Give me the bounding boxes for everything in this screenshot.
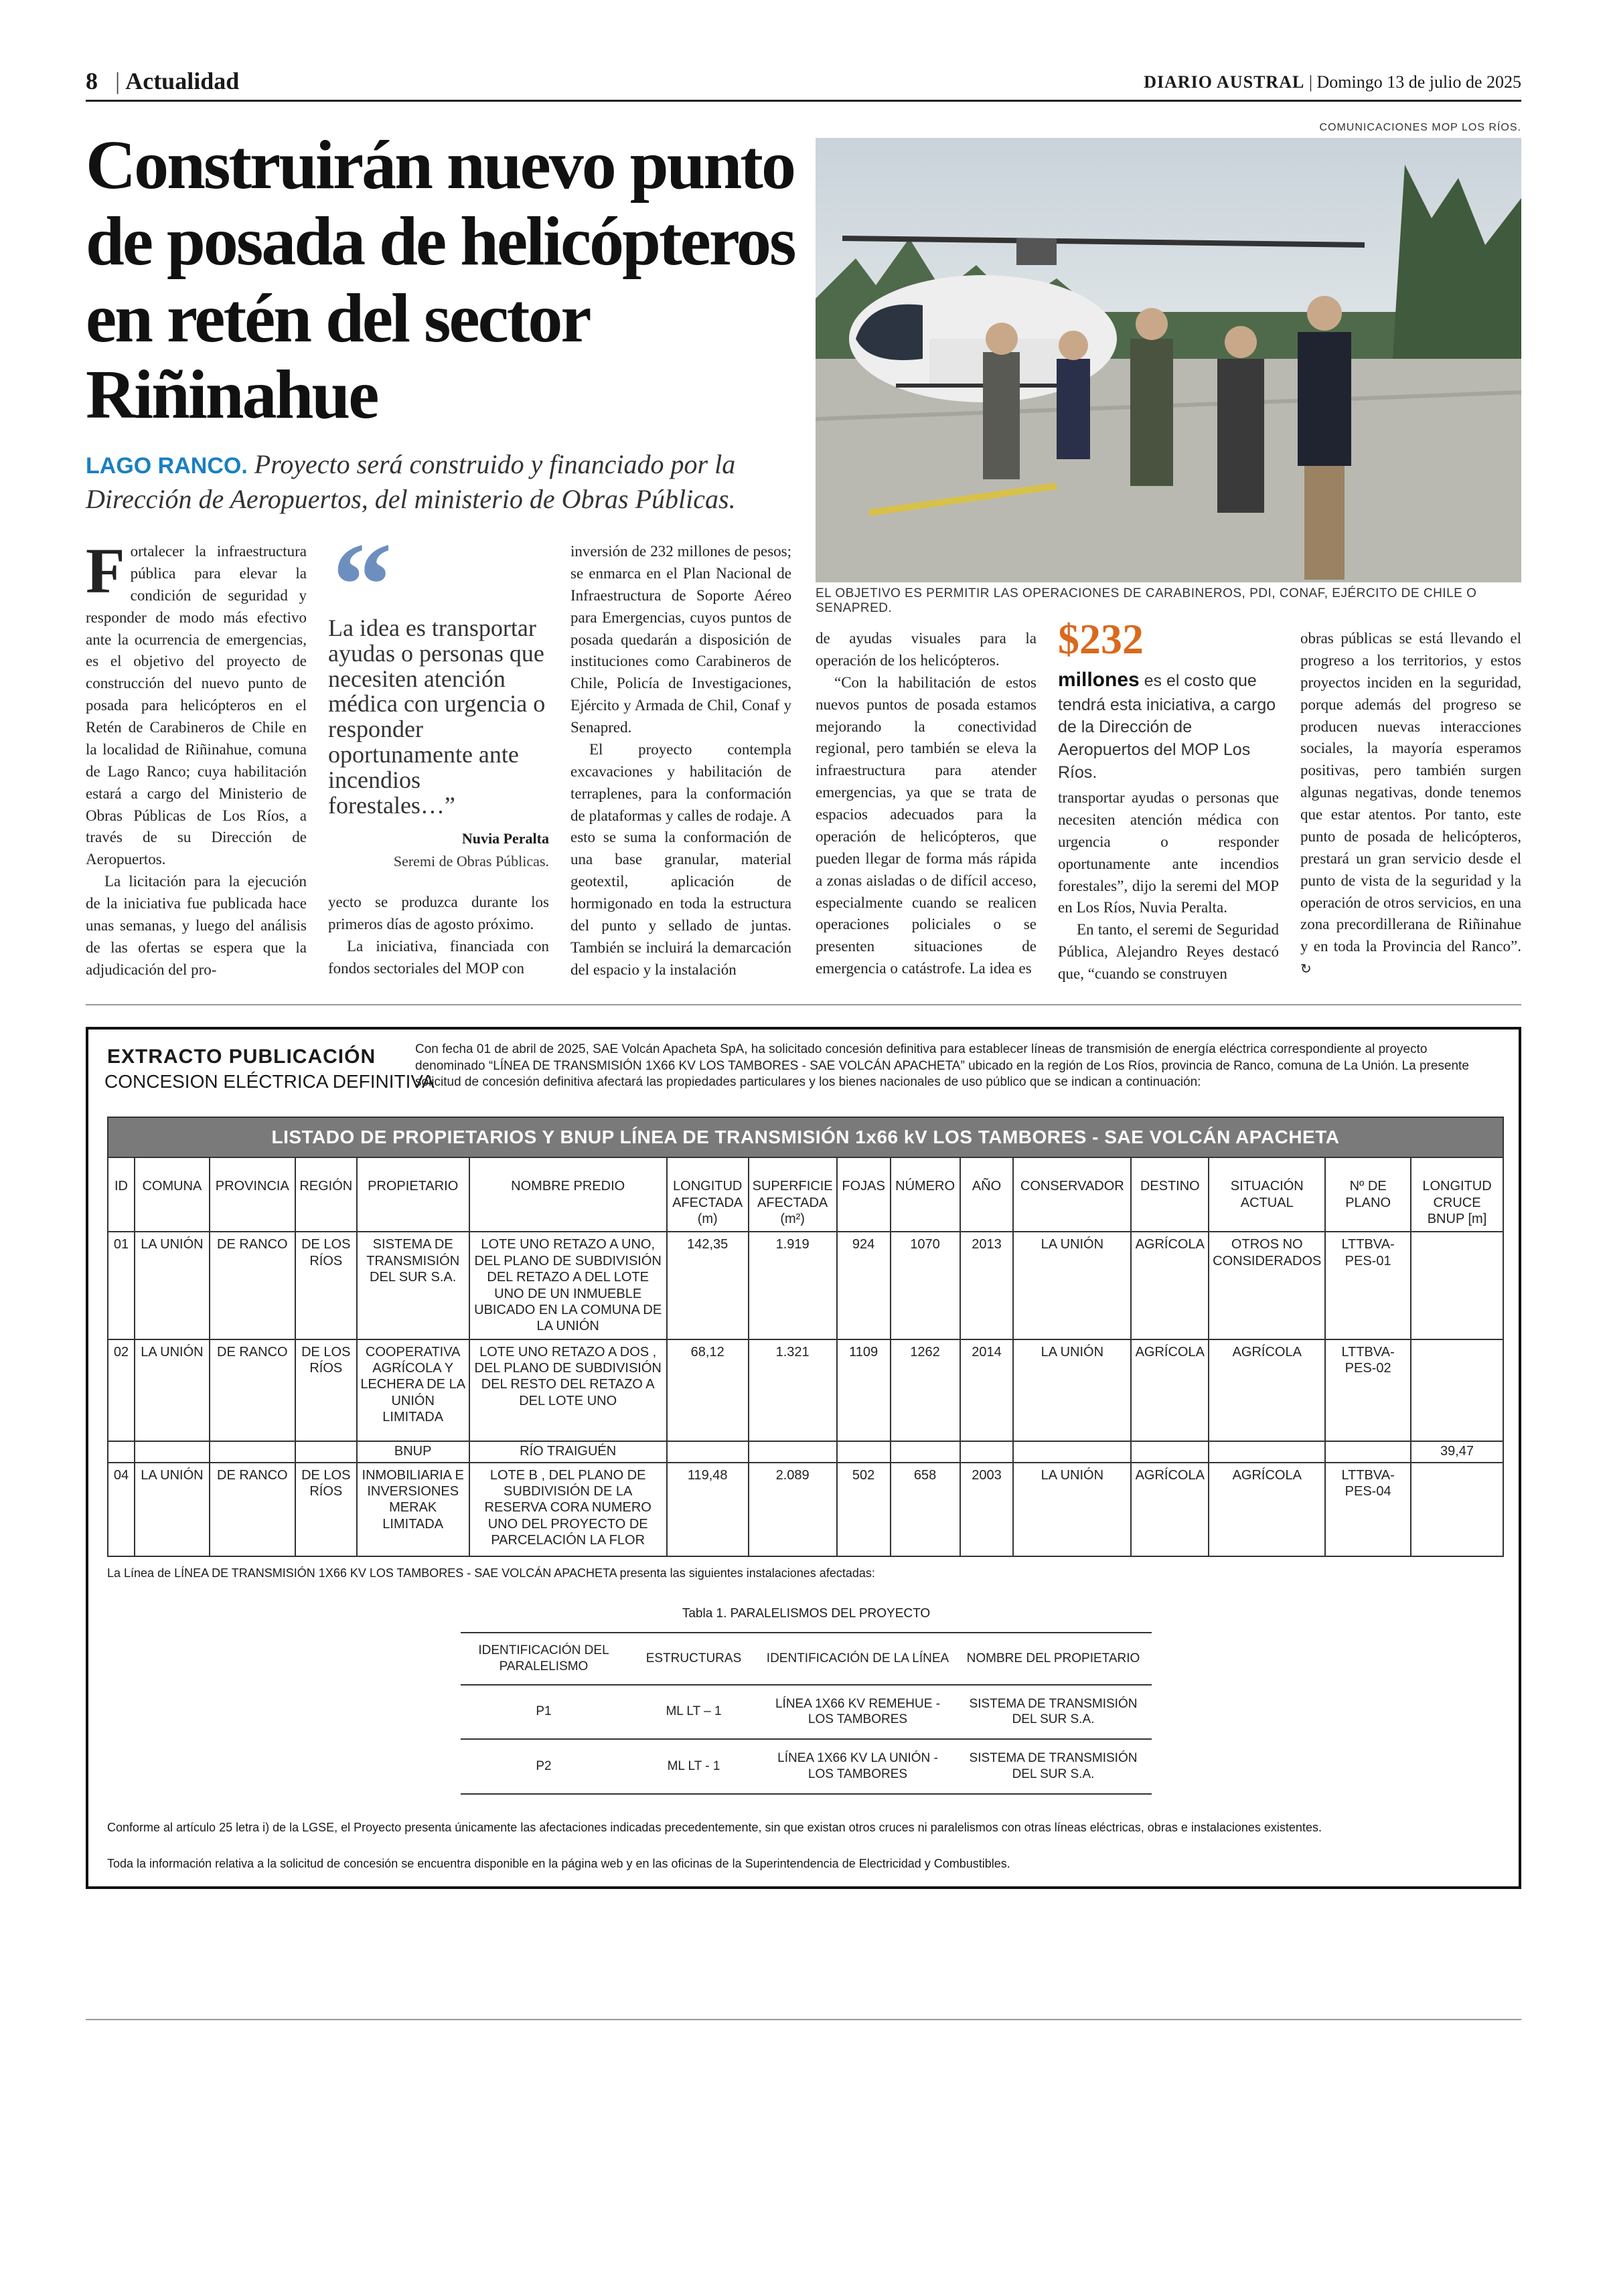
notice-footnote-info: Toda la información relativa a la solicitud de concesión se encuentra disponible en la página web y en las oficinas de la Superintendencia de Electricidad y Combustibles. <box>107 1857 1010 1870</box>
article-column-5 <box>1058 787 1279 985</box>
table-cell: LA UNIÓN <box>135 1232 210 1339</box>
table-cell <box>1013 1441 1131 1463</box>
issue-date: | Domingo 13 de julio de 2025 <box>1308 72 1521 92</box>
article-paragraph: transportar ayudas o personas que necesiten atención médica con urgencia o responder oportunamente ante incendios forestales”, dijo la seremi del MOP en Los Ríos, Nuvia Peralta. <box>1058 789 1279 916</box>
table-cell: SISTEMA DE TRANSMISIÓN DEL SUR S.A. <box>357 1232 469 1339</box>
table-row <box>461 1739 1152 1794</box>
table-cell: LOTE UNO RETAZO A DOS , DEL PLANO DE SUBDIVISIÓN DEL RESTO DEL RETAZO A DEL LOTE UNO <box>469 1339 667 1441</box>
table-cell: DE RANCO <box>210 1232 295 1339</box>
notice-footnote-legal: Conforme al artículo 25 letra i) de la LGSE, el Proyecto presenta únicamente las afectaciones indicadas precedentemente, sin que existan otros cruces ni paralelismos con otras líneas eléctricas, obras e instalaciones existentes. <box>107 1821 1322 1834</box>
column-header: REGIÓN <box>295 1157 357 1232</box>
legal-notice <box>86 1027 1521 1889</box>
table-cell: LÍNEA 1X66 KV LA UNIÓN - LOS TAMBORES <box>761 1739 955 1794</box>
table-cell <box>1411 1232 1503 1339</box>
table-cell: 1109 <box>837 1339 891 1441</box>
table-cell: AGRÍCOLA <box>1131 1232 1209 1339</box>
section-divider <box>86 1004 1521 1005</box>
photo-credit: COMUNICACIONES MOP LOS RÍOS. <box>1319 122 1521 133</box>
column-header: NOMBRE DEL PROPIETARIO <box>955 1633 1152 1685</box>
table-cell: DE LOS RÍOS <box>295 1339 357 1441</box>
table-cell: AGRÍCOLA <box>1131 1463 1209 1556</box>
table-row <box>108 1441 1503 1463</box>
column-header: SITUACIÓN ACTUAL <box>1209 1157 1325 1232</box>
pull-quote: La idea es transportar ayudas o personas que necesiten atención médica con urgencia o responder oportunamente ante incendios forestales…” <box>328 614 546 819</box>
end-mark-icon: ↻ <box>1300 961 1312 977</box>
table-cell: 68,12 <box>667 1339 749 1441</box>
drop-cap: F <box>86 535 125 606</box>
article-paragraph: yecto se produzca durante los primeros días de agosto próximo. <box>328 894 549 932</box>
table-cell: LTTBVA-PES-02 <box>1325 1339 1411 1441</box>
article-column-2 <box>328 892 549 980</box>
owners-table-header <box>108 1157 1503 1232</box>
column-header: PROPIETARIO <box>357 1157 469 1232</box>
table-cell <box>108 1441 135 1463</box>
table-cell: 39,47 <box>1411 1441 1503 1463</box>
notice-title: EXTRACTO PUBLICACIÓN <box>107 1046 376 1068</box>
column-header: NOMBRE PREDIO <box>469 1157 667 1232</box>
table-cell: 142,35 <box>667 1232 749 1339</box>
table-cell: 2003 <box>960 1463 1014 1556</box>
headline: Construirán nuevo punto de posada de helicópteros en retén del sector Riñinahue <box>86 127 795 434</box>
article-paragraph: de ayudas visuales para la operación de los helicópteros. <box>816 630 1037 669</box>
notice-subtitle: CONCESION ELÉCTRICA DEFINITIVA <box>104 1071 435 1092</box>
table-cell: SISTEMA DE TRANSMISIÓN DEL SUR S.A. <box>955 1685 1152 1740</box>
table-cell <box>1411 1463 1503 1556</box>
table-cell: SISTEMA DE TRANSMISIÓN DEL SUR S.A. <box>955 1739 1152 1794</box>
table-cell: 2.089 <box>749 1463 837 1556</box>
table-cell <box>1325 1441 1411 1463</box>
table-cell: LA UNIÓN <box>1013 1339 1131 1441</box>
article-column-4 <box>816 628 1037 980</box>
table-cell <box>837 1441 891 1463</box>
table-row <box>461 1685 1152 1740</box>
table-cell: 1070 <box>891 1232 960 1339</box>
table-row <box>108 1232 1503 1339</box>
cost-description: es el costo que tendrá esta iniciativa, a cargo de la Dirección de Aeropuertos del MOP Los Ríos. <box>1058 671 1276 782</box>
table-cell: DE LOS RÍOS <box>295 1232 357 1339</box>
table-cell: LTTBVA-PES-01 <box>1325 1232 1411 1339</box>
quote-role: Seremi de Obras Públicas. <box>393 853 549 870</box>
article-paragraph: La licitación para la ejecución de la iniciativa fue publicada hace unas semanas, y luego del análisis de las ofertas se espera que la adjudicación del pro- <box>86 873 307 978</box>
column-header: FOJAS <box>837 1157 891 1232</box>
article-column-6 <box>1300 628 1521 980</box>
affected-installations-note: La Línea de LÍNEA DE TRANSMISIÓN 1X66 KV LOS TAMBORES - SAE VOLCÁN APACHETA presenta las siguientes instalaciones afectadas: <box>107 1566 875 1580</box>
column-header: LONGITUD CRUCE BNUP [m] <box>1411 1157 1503 1232</box>
newspaper-name: DIARIO AUSTRAL <box>1144 72 1305 92</box>
table-cell: DE RANCO <box>210 1339 295 1441</box>
lede <box>86 447 795 517</box>
quote-author: Nuvia Peralta <box>461 830 549 847</box>
table-row <box>108 1339 1503 1441</box>
article-paragraph <box>86 535 307 871</box>
cost-figure-text <box>1058 667 1279 785</box>
notice-intro: Con fecha 01 de abril de 2025, SAE Volcán Apacheta SpA, ha solicitado concesión definitiva para establecer líneas de transmisión de energía eléctrica correspondiente al proyecto denominado “LÍNEA DE TRANSMISIÓN 1X66 KV LOS TAMBORES - SAE VOLCÁN APACHETA” ubicado en la región de Los Ríos, provincia de Ranco, comuna de La Unión. La presente solicitud de concesión definitiva afectará las propiedades particulares y los bienes nacionales de uso público que se indican a continuación: <box>415 1042 1469 1090</box>
table-cell: LA UNIÓN <box>135 1463 210 1556</box>
table-cell: ML LT – 1 <box>627 1685 761 1740</box>
column-header: COMUNA <box>135 1157 210 1232</box>
column-header: IDENTIFICACIÓN DEL PARALELISMO <box>461 1633 627 1685</box>
parallelism-table-title: Tabla 1. PARALELISMOS DEL PROYECTO <box>682 1607 931 1621</box>
table-cell: 2014 <box>960 1339 1014 1441</box>
column-header: SUPERFICIE AFECTADA (m²) <box>749 1157 837 1232</box>
paragraph-text: obras públicas se está llevando el progreso a los territorios, y estos proyectos inciden en la seguridad, porque además del progreso se producen nuevas interacciones sociales, la mayoría esperamos positivas, pero también surgen algunas negativas, donde tenemos que estar atentos. Por tanto, este punto de posada de helicópteros, prestará un gran servicio desde el punto de vista de la seguridad y la operación de otros servicios, en una zona precordillerana de Riñinahue y en toda la Provincia del Ranco”. <box>1300 630 1521 955</box>
table-cell: P1 <box>461 1685 627 1740</box>
table-cell <box>210 1441 295 1463</box>
table-cell: LOTE UNO RETAZO A UNO, DEL PLANO DE SUBDIVISIÓN DEL RETAZO A DEL LOTE UNO DE UN INMUEBLE UBICADO EN LA COMUNA DE LA UNIÓN <box>469 1232 667 1339</box>
dateline: LAGO RANCO. <box>86 453 248 479</box>
table-cell: AGRÍCOLA <box>1209 1339 1325 1441</box>
table-cell: LA UNIÓN <box>135 1339 210 1441</box>
table-cell <box>891 1441 960 1463</box>
paragraph-text: ortalecer la infraestructura pública para elevar la condición de seguridad y responder de modo más efectivo ante la ocurrencia de emergencias, es el objetivo del proyecto de construcción del nuevo punto de posada para helicópteros en el Retén de Carabineros de Chile en la localidad de Riñinahue, comuna de Lago Ranco; cuya habilitación estará a cargo del Ministerio de Obras Públicas de Los Ríos, a través de su Dirección de Aeropuertos. <box>86 543 307 868</box>
parallelism-table <box>461 1632 1152 1795</box>
table-cell: BNUP <box>357 1441 469 1463</box>
article-paragraph: En tanto, el seremi de Seguridad Pública, Alejandro Reyes destacó que, “cuando se construyen <box>1058 921 1279 982</box>
table-cell: LA UNIÓN <box>1013 1463 1131 1556</box>
column-header: Nº DE PLANO <box>1325 1157 1411 1232</box>
article-paragraph: El proyecto contempla excavaciones y habilitación de terraplenes, para la conformación de plataformas y calles de rodaje. A esto se suma la conformación de una base granular, material geotextil, aplicación de hormigonado en toda la estructura del punto y sellado de juntas. También se incluirá la demarcación del espacio y la instalación <box>570 740 791 978</box>
table-cell: LA UNIÓN <box>1013 1232 1131 1339</box>
column-header: PROVINCIA <box>210 1157 295 1232</box>
table-cell <box>960 1441 1014 1463</box>
parallelism-table-header <box>461 1633 1152 1685</box>
column-header: LONGITUD AFECTADA (m) <box>667 1157 749 1232</box>
masthead <box>1144 72 1521 92</box>
page-bottom-divider <box>86 2019 1521 2020</box>
table-cell: 502 <box>837 1463 891 1556</box>
page-number: 8 <box>86 68 98 94</box>
table-cell: LOTE B , DEL PLANO DE SUBDIVISIÓN DE LA RESERVA CORA NUMERO UNO DEL PROYECTO DE PARCELACIÓN LA FLOR <box>469 1463 667 1556</box>
table-cell: P2 <box>461 1739 627 1794</box>
table-cell: 1.321 <box>749 1339 837 1441</box>
column-header: AÑO <box>960 1157 1014 1232</box>
photo-caption: EL OBJETIVO ES PERMITIR LAS OPERACIONES DE CARABINEROS, PDI, CONAF, EJÉRCITO DE CHILE O SENAPRED. <box>816 586 1477 615</box>
table-row <box>108 1463 1503 1556</box>
table-cell <box>1411 1339 1503 1441</box>
article-paragraph <box>1300 628 1521 980</box>
table-cell <box>135 1441 210 1463</box>
column-header: CONSERVADOR <box>1013 1157 1131 1232</box>
table-cell: OTROS NO CONSIDERADOS <box>1209 1232 1325 1339</box>
owners-table-title: LISTADO DE PROPIETARIOS Y BNUP LÍNEA DE TRANSMISIÓN 1x66 kV LOS TAMBORES - SAE VOLCÁN APACHETA <box>108 1117 1503 1157</box>
photo-illustration <box>816 138 1521 582</box>
table-cell: DE RANCO <box>210 1463 295 1556</box>
cost-unit: millones <box>1058 669 1140 691</box>
table-cell: 1.919 <box>749 1232 837 1339</box>
owners-table <box>107 1117 1504 1557</box>
lede-text: Proyecto será construido y financiado por la Dirección de Aeropuertos, del ministerio de Obras Públicas. <box>86 449 736 514</box>
article-column-1 <box>86 535 307 981</box>
table-cell: COOPERATIVA AGRÍCOLA Y LECHERA DE LA UNIÓN LIMITADA <box>357 1339 469 1441</box>
article-column-3 <box>570 541 791 981</box>
table-cell <box>295 1441 357 1463</box>
table-cell <box>1131 1441 1209 1463</box>
page-header <box>86 67 1521 102</box>
column-header: NÚMERO <box>891 1157 960 1232</box>
column-header: DESTINO <box>1131 1157 1209 1232</box>
table-cell <box>1209 1441 1325 1463</box>
table-cell: 924 <box>837 1232 891 1339</box>
table-cell: 658 <box>891 1463 960 1556</box>
table-cell: 02 <box>108 1339 135 1441</box>
table-cell: 01 <box>108 1232 135 1339</box>
column-header: ESTRUCTURAS <box>627 1633 761 1685</box>
column-header: IDENTIFICACIÓN DE LA LÍNEA <box>761 1633 955 1685</box>
table-cell: LTTBVA-PES-04 <box>1325 1463 1411 1556</box>
section-name: | Actualidad <box>115 67 239 95</box>
article-paragraph: La iniciativa, financiada con fondos sectoriales del MOP con <box>328 937 549 977</box>
table-cell: AGRÍCOLA <box>1209 1463 1325 1556</box>
table-cell: 119,48 <box>667 1463 749 1556</box>
column-header: ID <box>108 1157 135 1232</box>
table-cell: RÍO TRAIGUÉN <box>469 1441 667 1463</box>
article-paragraph: inversión de 232 millones de pesos; se enmarca en el Plan Nacional de Infraestructura de Soporte Aéreo para Emergencias, cuyos puntos de posada quedarán a disposición de instituciones como Carabineros de Chile, Policía de Investigaciones, Ejército y Armada de Chil, Conaf y Senapred. <box>570 543 791 736</box>
table-cell: 04 <box>108 1463 135 1556</box>
table-cell: 2013 <box>960 1232 1014 1339</box>
cost-figure: $232 <box>1058 615 1144 663</box>
table-cell: 1262 <box>891 1339 960 1441</box>
table-cell <box>667 1441 749 1463</box>
quote-mark: “ <box>332 518 392 651</box>
table-cell: DE LOS RÍOS <box>295 1463 357 1556</box>
article-paragraph: “Con la habilitación de estos nuevos puntos de posada estamos mejorando la conectividad regional, pero también se eleva la infraestructura para atender emergencias, ya que se trata de espacios adecuados para la operación de helicópteros, que pueden llegar de forma más rápida a zonas aisladas o de difícil acceso, especialmente cuando se realicen operaciones policiales o se presenten situaciones de emergencia o catástrofe. La idea es <box>816 673 1037 977</box>
table-cell: ML LT - 1 <box>627 1739 761 1794</box>
table-cell: INMOBILIARIA E INVERSIONES MERAK LIMITADA <box>357 1463 469 1556</box>
table-cell: LÍNEA 1X66 KV REMEHUE - LOS TAMBORES <box>761 1685 955 1740</box>
helicopter-photo <box>816 138 1521 582</box>
table-cell <box>749 1441 837 1463</box>
table-cell: AGRÍCOLA <box>1131 1339 1209 1441</box>
